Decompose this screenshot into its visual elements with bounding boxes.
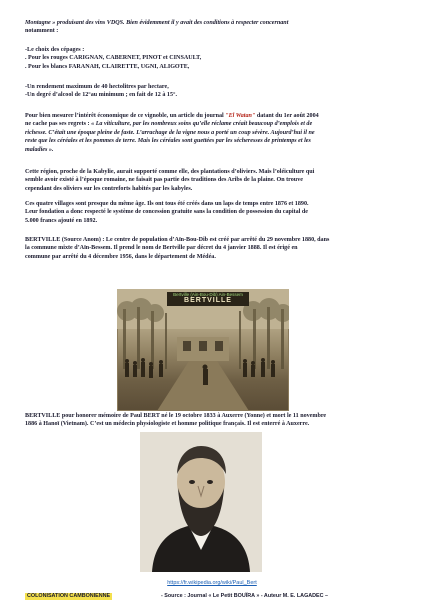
street-scene-illustration: [117, 289, 289, 411]
villages-paragraph: [25, 200, 399, 225]
portrait-illustration: [140, 432, 262, 572]
postcard-caption: [167, 292, 249, 306]
watan-quote-line: richesse. C’était une époque pleine de faste. L’arrachage de la vigne nous a porté un coup sévère. Aujourd’hui il ne: [25, 129, 315, 136]
rendement-line: -Un rendement maximum de 40 hectolitres par hectare,: [25, 84, 169, 90]
watan-paragraph: [25, 112, 399, 154]
villages-line: Leur fondation a donc respecté le système de concession gratuite sans la condition de possession du capital de: [25, 209, 308, 216]
footer-tag: COLONISATION CAMBONIENNE: [27, 593, 111, 599]
watan-quote-line: reste que les céréales et les pommes de terre. Mais les céréales sont guettées par les sécheresses de printemps et les: [25, 138, 311, 145]
cepages-line: . Pour les blancs FARANAH, CLAIRETTE, UGNI, ALIGOTE,: [25, 63, 190, 70]
footer: [25, 593, 405, 600]
intro-paragraph: [25, 19, 399, 36]
bertville-paragraph: [25, 236, 399, 261]
oliviers-line: cependant des oliviers sur les contreforts habités par les kabyles.: [25, 185, 193, 192]
postcard-caption-title: BERTVILLE: [184, 297, 232, 304]
intro-line: notamment :: [25, 28, 59, 35]
villages-line: Ces quatre villages sont presque du même âge. Ils ont tous été créés dans un laps de temps entre 1876 et 1890.: [25, 201, 309, 207]
watan-line: [25, 112, 399, 120]
watan-quote-line: maladies ».: [25, 146, 54, 153]
watan-text: datant du 1er août 2004: [255, 113, 319, 119]
oliviers-line: semble avoir existé à l’époque romaine, ne faisait pas partie des traditions des Aribs de la plaine. On trouve: [25, 177, 303, 184]
postcard-caption-small: Bertville (Ain-Bou-Dib) Ain-Bessem: [173, 292, 243, 297]
paul-bert-portrait: [140, 432, 262, 572]
bertville-line: BERTVILLE (Source Anom) : Le centre de population d’Aïn-Bou-Dib est créé par arrêté du 29 novembre 1880, dans: [25, 237, 330, 243]
rendement-list: [25, 83, 399, 100]
watan-line: [25, 120, 399, 128]
bertville-line: la commune mixte d’Aïn-Bessem. Il prend le nom de Bertville par décret du 4 janvier 1888. Il est érigé en: [25, 245, 298, 252]
paul-bert-paragraph: [25, 412, 399, 429]
oliviers-line: Cette région, proche de la Kabylie, aurait supporté comme elle, des plantations d’oliviers. Mais l’oléiculture qui: [25, 169, 315, 175]
footer-source: - Source : Journal « Le Petit BOUÏRA » - Auteur M. E. LAGADEC –: [161, 593, 329, 599]
bertville-postcard-photo: [117, 289, 289, 411]
oliviers-paragraph: [25, 168, 399, 193]
paul-bert-line: 1886 à Hanoï (Vietnam). C’est un médecin physiologiste et homme politique français. Il est enterré à Auxerre.: [25, 421, 310, 428]
rendement-line: -Un degré d’alcool de 12°au minimum ; en fait de 12 à 15°.: [25, 92, 177, 99]
cepages-line: . Pour les rouges CARIGNAN, CABERNET, PINOT et CINSAULT,: [25, 55, 202, 62]
intro-line: Montagne » produisant des vins VDQS. Bien évidemment il y avait des conditions à respecter concernant: [25, 20, 289, 26]
cepages-list: [25, 46, 399, 71]
cepages-line: -Le choix des cépages :: [25, 47, 85, 53]
wikipedia-link[interactable]: https://fr.wikipedia.org/wiki/Paul_Bert: [167, 580, 257, 586]
journal-name: "El Watan": [225, 113, 256, 119]
watan-text: ne cache pas ses regrets :: [25, 121, 92, 128]
watan-text: Pour bien mesurer l’intérêt économique de ce vignoble, un article du journal: [25, 113, 226, 119]
watan-quote: « La viticulture, par les nombreux soins qu’elle réclame créait beaucoup d’emplois et de: [91, 121, 313, 128]
villages-line: 5.000 francs ajouté en 1892.: [25, 217, 98, 224]
bertville-line: commune par arrêté du 4 décembre 1956, dans le département de Médéa.: [25, 253, 216, 260]
paul-bert-line: BERTVILLE pour honorer mémoire de Paul BERT né le 19 octobre 1833 à Auxerre (Yonne) et mort le 11 novembre: [25, 413, 327, 419]
